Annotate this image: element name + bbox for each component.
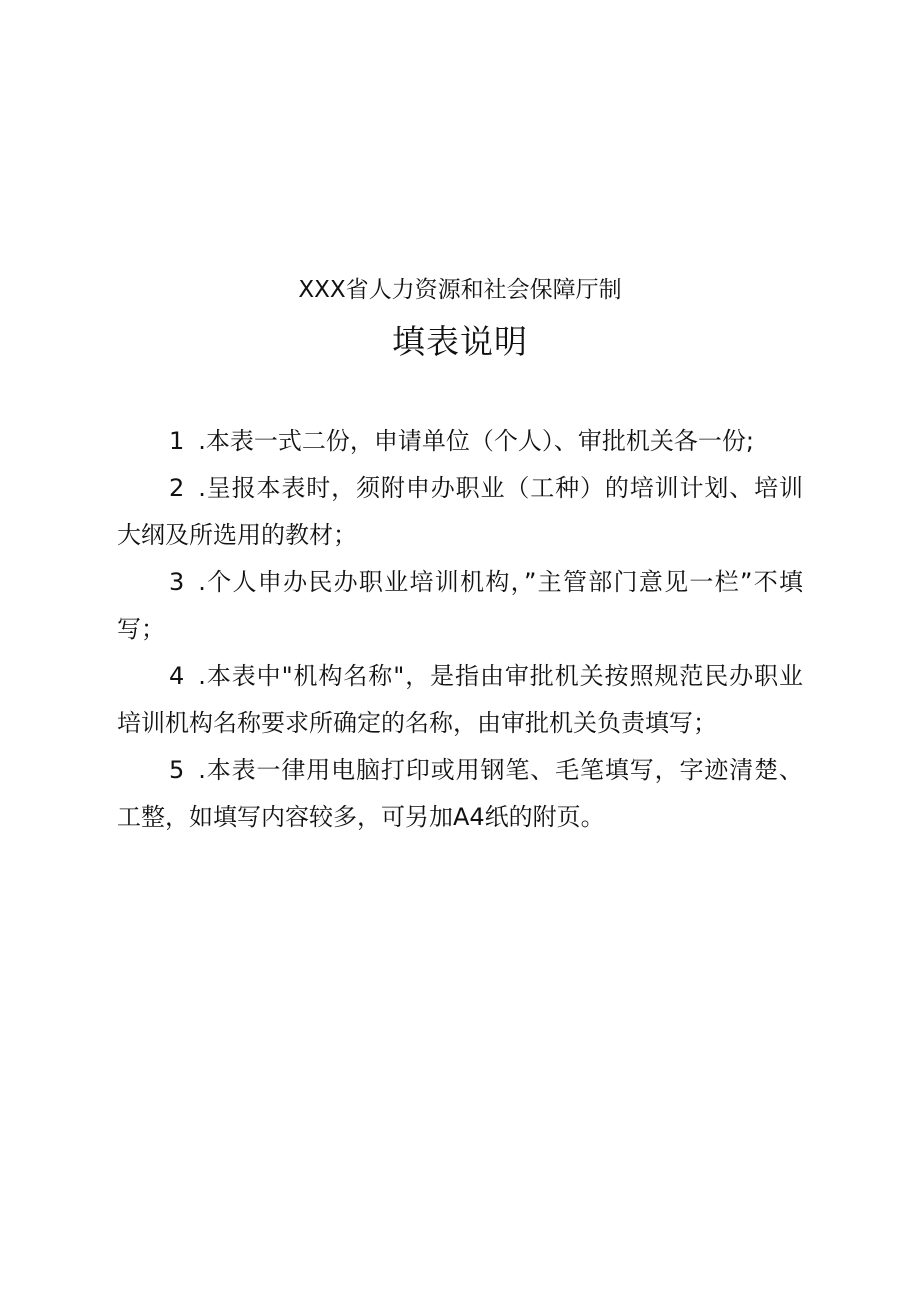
instruction-item	[117, 747, 803, 841]
page-title: 填表说明	[392, 322, 528, 361]
instruction-item	[117, 653, 803, 747]
instruction-number: 1	[169, 427, 185, 455]
instruction-item	[117, 559, 803, 653]
instruction-number: 3	[169, 568, 185, 596]
instruction-text: .本表中"机构名称"，是指由审批机关按照规范民办职业培训机构名称要求所确定的名称，由审批机关负责填写；	[117, 662, 803, 737]
instruction-item	[117, 418, 803, 465]
instruction-item	[117, 465, 803, 559]
instruction-text: .本表一律用电脑打印或用钢笔、毛笔填写，字迹清楚、工整，如填写内容较多，可另加A4纸的附页。	[117, 756, 803, 831]
instructions-list	[117, 418, 803, 841]
instruction-text: .本表一式二份，申请单位（个人）、审批机关各一份;	[198, 427, 754, 455]
instruction-number: 5	[169, 756, 185, 784]
issuer-line: XXX省人力资源和社会保障厅制	[298, 277, 622, 303]
instruction-text: .个人申办民办职业培训机构，”主管部门意见一栏”不填写；	[117, 568, 803, 643]
instruction-number: 4	[169, 662, 185, 690]
instruction-text: .呈报本表时，须附申办职业（工种）的培训计划、培训大纲及所选用的教材；	[117, 474, 803, 549]
instruction-number: 2	[169, 474, 185, 502]
